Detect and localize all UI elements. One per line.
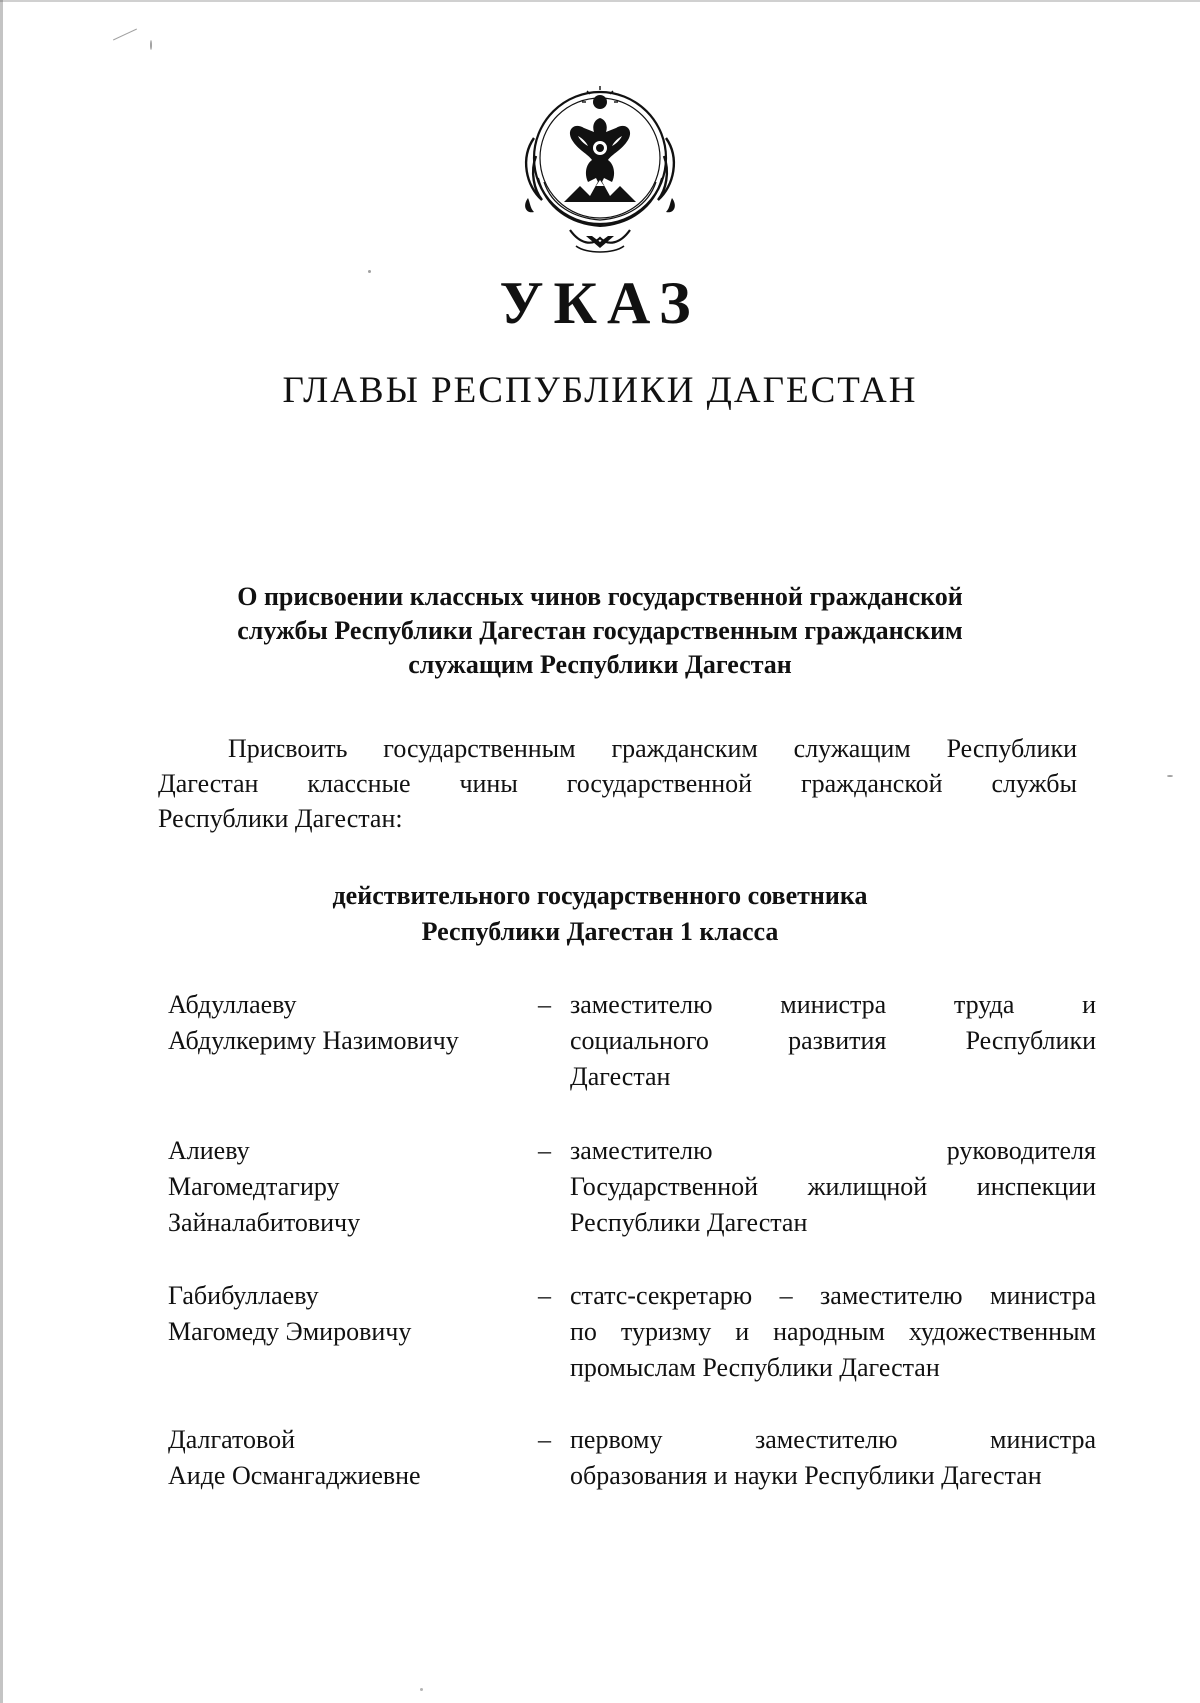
intro-word: чины (459, 769, 518, 798)
entry-dash: – (538, 1136, 551, 1165)
intro-word: Республики Дагестан: (158, 804, 403, 833)
intro-word: Дагестан (158, 769, 259, 798)
scan-speck (150, 40, 152, 50)
intro-word: службы (991, 769, 1077, 798)
document-title: УКАЗ (499, 270, 701, 336)
appointee-name: Габибуллаеву Магомеду Эмировичу (168, 1281, 412, 1346)
appointee-position: первому заместителю министра образования и науки Республики Дагестан (570, 1425, 1096, 1490)
entry-dash: – (538, 1425, 551, 1454)
rank-line: Республики Дагестан 1 класса (421, 917, 779, 946)
scan-top-edge (0, 0, 1200, 2)
intro-line (158, 766, 1077, 801)
intro-word: гражданской (800, 769, 943, 798)
entry-dash: – (538, 1281, 551, 1310)
appointee-name: Далгатовой Аиде Османгаджиевне (168, 1425, 421, 1490)
intro-word: классные (307, 769, 411, 798)
rank-line: действительного государственного советника (332, 881, 868, 910)
appointee-position: заместителю министра труда и социального развития Республики Дагестан (570, 990, 1096, 1091)
heading-line: службы Республики Дагестан государственным гражданским (237, 616, 963, 645)
intro-word: Республики (946, 734, 1077, 763)
rank-heading (180, 878, 1020, 950)
appointee-position: заместителю руководителя Государственной жилищной инспекции Республики Дагестан (570, 1136, 1096, 1237)
scan-edge (0, 0, 3, 1703)
appointee-name: Абдуллаеву Абдулкериму Назимовичу (168, 990, 459, 1055)
decree-heading (180, 580, 1020, 682)
scan-speck (1167, 775, 1173, 777)
intro-line (158, 801, 1077, 836)
coat-of-arms-of-dagestan-icon (512, 78, 688, 256)
intro-word: государственным (383, 734, 576, 763)
heading-line: служащим Республики Дагестан (408, 650, 792, 679)
document-subtitle: ГЛАВЫ РЕСПУБЛИКИ ДАГЕСТАН (282, 370, 918, 411)
intro-word: государственной (566, 769, 753, 798)
entry-dash: – (538, 990, 551, 1019)
scan-speck (368, 270, 371, 273)
intro-word: служащим (793, 734, 911, 763)
intro-line (158, 731, 1077, 766)
scan-speck (113, 29, 137, 41)
intro-word: Присвоить (228, 734, 348, 763)
intro-paragraph (158, 731, 1077, 836)
intro-word: гражданским (611, 734, 758, 763)
scan-speck (420, 1688, 423, 1691)
appointee-name: Алиеву Магомедтагиру Зайналабитовичу (168, 1136, 361, 1237)
appointee-position: статс-секретарю – заместителю министра по туризму и народным художественным промыслам Республики Дагестан (570, 1281, 1096, 1382)
heading-line: О присвоении классных чинов государственной гражданской (237, 582, 963, 611)
